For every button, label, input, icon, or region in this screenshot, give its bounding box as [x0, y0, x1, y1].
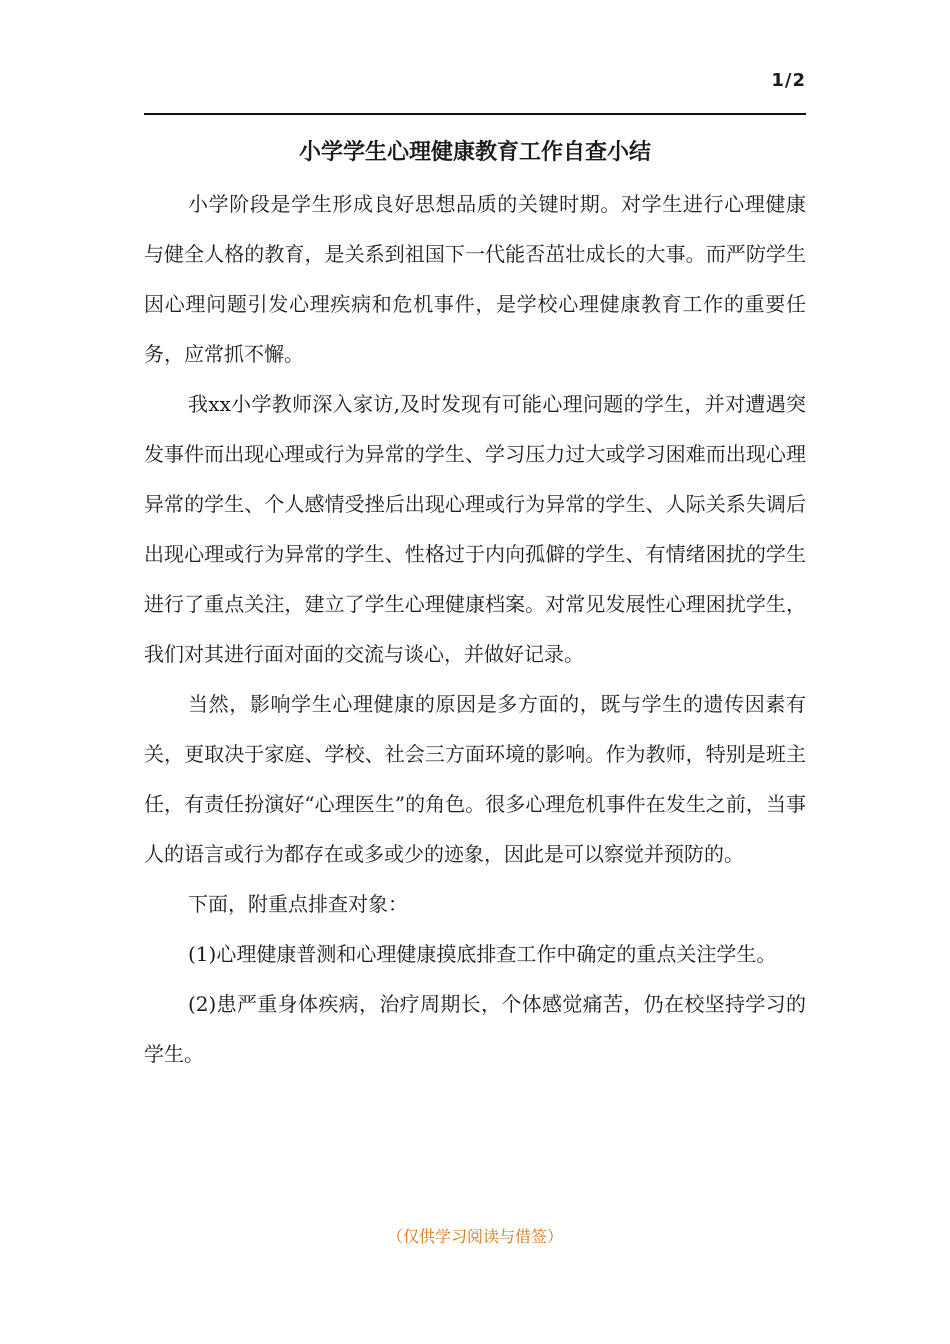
paragraph-item-2: (2)患严重身体疾病，治疗周期长，个体感觉痛苦，仍在校坚持学习的学生。 [144, 992, 806, 1066]
footer-note: （仅供学习阅读与借签） [386, 1227, 563, 1246]
document-body [144, 179, 806, 1079]
paragraph-item-1: (1)心理健康普测和心理健康摸底排查工作中确定的重点关注学生。 [188, 942, 777, 966]
paragraph-influences: 当然，影响学生心理健康的原因是多方面的，既与学生的遗传因素有关，更取决于家庭、学校、社会三方面环境的影响。作为教师，特别是班主任，有责任扮演好“心理医生”的角色。很多心理危机事件在发生之前，当事人的语言或行为都存在或多或少的迹象，因此是可以察觉并预防的。 [144, 692, 806, 866]
header-divider [144, 113, 806, 115]
page-number: 1/2 [771, 70, 806, 91]
paragraph-home-visits: 我xx小学教师深入家访,及时发现有可能心理问题的学生，并对遭遇突发事件而出现心理或行为异常的学生、学习压力过大或学习困难而出现心理异常的学生、个人感情受挫后出现心理或行为异常的学生、人际关系失调后出现心理或行为异常的学生、性格过于内向孤僻的学生、有情绪困扰的学生进行了重点关注，建立了学生心理健康档案。对常见发展性心理困扰学生，我们对其进行面对面的交流与谈心，并做好记录。 [144, 392, 806, 666]
paragraph-intro: 小学阶段是学生形成良好思想品质的关键时期。对学生进行心理健康与健全人格的教育，是关系到祖国下一代能否茁壮成长的大事。而严防学生因心理问题引发心理疾病和危机事件，是学校心理健康教育工作的重要任务，应常抓不懈。 [144, 192, 806, 366]
paragraph-list-heading: 下面，附重点排查对象： [188, 892, 408, 916]
document-title: 小学学生心理健康教育工作自查小结 [298, 139, 651, 165]
